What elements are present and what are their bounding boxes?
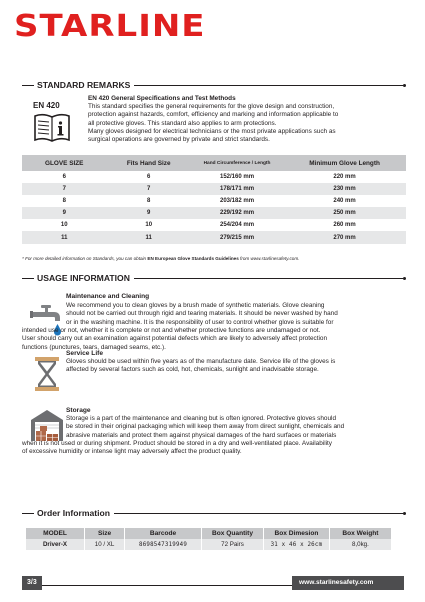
standard-line: all protective gloves. This standard also applies to arm protections. — [88, 119, 277, 127]
cell: 260 mm — [333, 222, 356, 229]
storage-line: when it is not used or during shipment. Product should be stored in a dry and well-ventilated place. Availability — [22, 440, 333, 447]
heading-dash — [22, 278, 34, 279]
hourglass-icon — [30, 356, 64, 392]
maintenance-text-top — [66, 302, 338, 327]
heading-end-dot — [403, 277, 406, 280]
table-row — [22, 183, 406, 195]
cell: 11 — [22, 231, 106, 243]
order-table — [26, 528, 392, 550]
cell: 8 — [62, 198, 66, 205]
table-row — [22, 219, 406, 231]
table-row — [26, 539, 392, 550]
heading-rule — [134, 278, 403, 279]
cell: 229/192 mm — [191, 207, 283, 219]
cell: 203/182 mm — [220, 198, 255, 205]
col-glove-size: GLOVE SIZE — [22, 155, 106, 171]
col-size: Size — [84, 528, 124, 539]
standard-line: Many gloves designed for electrical technicians or the most private applications such as — [88, 127, 336, 135]
cell: 250 mm — [283, 207, 406, 219]
maintenance-title: Maintenance and Cleaning — [66, 293, 150, 300]
storage-text-top — [66, 415, 344, 440]
storage-line: of excessive humidity or intense light may adversely affect the product quality. — [22, 448, 242, 456]
heading-dash — [22, 85, 34, 86]
cell: 11 — [106, 231, 190, 243]
cell: 152/160 mm — [220, 174, 255, 181]
col-box-dimension: Box Dimesion — [264, 528, 330, 539]
storage-line: abrasive materials and protect them against physical damages of the hard surfaces or materials — [66, 431, 337, 439]
heading-end-dot — [403, 84, 406, 87]
standard-line: protection against hazards, comfort, efficiency and marking and information applicable to — [88, 111, 339, 119]
usage-information-heading — [22, 272, 406, 284]
maintenance-line: functions (punctures, tears, damaged seams, etc.). — [22, 343, 166, 351]
service-life-title: Service Life — [66, 350, 104, 357]
heading-end-dot — [403, 512, 406, 515]
maintenance-line: or in the washing machine. It is the responsibility of user to control whether glove is suitable for — [66, 318, 334, 326]
heading-dash — [22, 513, 34, 514]
table-row — [22, 231, 406, 243]
table-row — [22, 171, 406, 183]
maintenance-line: User should carry out an examination against potential defects which are likely to adversely affect protection — [22, 335, 328, 343]
cell: 6 — [147, 174, 151, 181]
cell: 270 mm — [283, 231, 406, 243]
storage-title: Storage — [66, 407, 91, 414]
order-information-title: Order Information — [37, 508, 111, 518]
maintenance-line: We recommend you to clean gloves by a brush made of synthetic materials. Glove cleaning — [66, 302, 325, 309]
footnote-link-text: from www.starlinesafety.com. — [238, 256, 300, 261]
cell: 230 mm — [283, 183, 406, 195]
col-barcode: Barcode — [125, 528, 202, 539]
col-hand-circumference: Hand Circumference / Length — [191, 155, 283, 171]
service-life-line: Gloves should be used within five years as of the manufacture date. Service life of the gloves is — [66, 358, 336, 365]
standard-description — [88, 103, 410, 144]
standard-remarks-heading — [22, 79, 406, 91]
warehouse-storage-icon — [30, 408, 64, 442]
cell: 178/171 mm — [191, 183, 283, 195]
cell: 7 — [106, 183, 190, 195]
website-link[interactable]: www.starlinesafety.com — [292, 576, 404, 590]
table-row — [22, 195, 406, 207]
cell: 6 — [62, 174, 66, 181]
standard-line: This standard specifies the general requirements for the glove design and construction, — [88, 103, 335, 110]
col-box-weight: Box Weight — [329, 528, 391, 539]
cell: 9 — [106, 207, 190, 219]
cell: 10 — [60, 222, 68, 229]
page-number: 3/3 — [22, 576, 42, 590]
cell: 7 — [22, 183, 106, 195]
cell: 8 — [147, 198, 151, 205]
table-row — [22, 207, 406, 219]
footnote-text: * For more detailed information on Standards, you can obtain — [22, 256, 148, 261]
standard-line: surgical operations are governed by private and strict standards. — [88, 136, 270, 144]
usage-information-title: USAGE INFORMATION — [37, 273, 130, 283]
service-life-line: affected by several factors such as cold, hot, chemicals, sunlight and inadvisable storage. — [66, 366, 319, 374]
maintenance-line: should not be carried out through rigid and tearing materials. It should be never washed by hand — [66, 310, 338, 318]
heading-rule — [134, 85, 403, 86]
maintenance-text-bottom — [22, 327, 327, 352]
standard-remarks-title: STANDARD REMARKS — [37, 80, 131, 90]
cell-box-weight: 8,0kg. — [329, 539, 391, 550]
order-information-heading — [22, 507, 406, 519]
service-life-text — [66, 358, 335, 375]
col-fits-hand-size: Fits Hand Size — [106, 155, 190, 171]
heading-rule — [114, 513, 403, 514]
storage-line: Storage is a part of the maintenance and cleaning but is often ignored. Protective gloves should — [66, 415, 336, 422]
cell-barcode: 8698547319949 — [125, 539, 202, 550]
cell-box-dimension: 31 x 46 x 26cm — [264, 539, 330, 550]
cell: 220 mm — [333, 174, 356, 181]
col-model: MODEL — [26, 528, 84, 539]
glove-size-table — [22, 155, 406, 244]
starline-logo: STARLINE — [14, 8, 206, 44]
cell: 254/204 mm — [220, 222, 255, 229]
cell-size: 10 / XL — [84, 539, 124, 550]
standard-title: EN 420 General Specifications and Test Methods — [88, 95, 236, 102]
col-box-quantity: Box Quantity — [201, 528, 263, 539]
standard-code: EN 420 — [33, 101, 60, 110]
cell: 10 — [145, 222, 153, 229]
standards-footnote — [22, 256, 299, 261]
storage-text-bottom — [22, 440, 332, 457]
cell: 279/215 mm — [191, 231, 283, 243]
book-info-icon — [33, 112, 71, 142]
maintenance-line: intended use or not, whether it is complete or not and whether protective functions are undamaged or not. — [22, 327, 321, 334]
cell: 9 — [22, 207, 106, 219]
cell-model: Driver-X — [26, 539, 84, 550]
cell: 240 mm — [333, 198, 356, 205]
col-minimum-glove-length: Minimum Glove Length — [283, 155, 406, 171]
footnote-guidelines: EN European Glove Standards Guidelines — [147, 256, 239, 261]
storage-line: be stored in their original packaging which will keep them away from direct sunlight, chemicals and — [66, 423, 345, 431]
cell-box-quantity: 72 Pairs — [201, 539, 263, 550]
